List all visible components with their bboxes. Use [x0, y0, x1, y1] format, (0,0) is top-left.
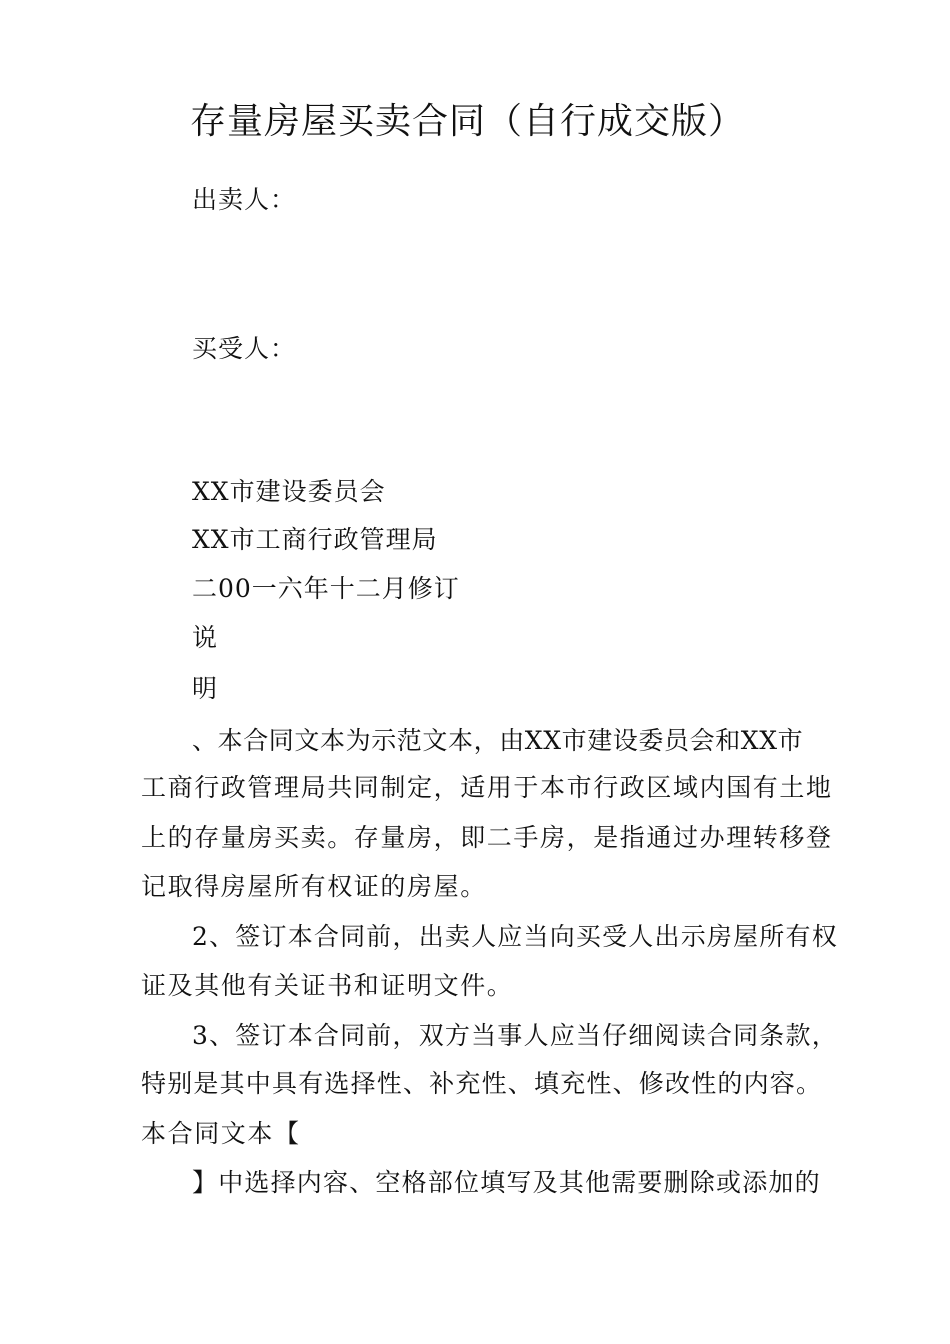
paragraph-2-line-2: 证及其他有关证书和证明文件。	[141, 971, 514, 1000]
issuer-construction-committee: XX市建设委员会	[192, 477, 386, 506]
paragraph-3-line-2: 特别是其中具有选择性、补充性、填充性、修改性的内容。	[141, 1069, 823, 1098]
paragraph-1-line-2: 工商行政管理局共同制定，适用于本市行政区域内国有土地	[141, 773, 833, 802]
paragraph-1-line-1: 、本合同文本为示范文本，由XX市建设委员会和XX市	[192, 726, 804, 755]
issuer-commerce-bureau: XX市工商行政管理局	[192, 525, 438, 554]
seller-label: 出卖人：	[192, 185, 297, 214]
paragraph-2-line-1: 2、签订本合同前，出卖人应当向买受人出示房屋所有权	[192, 922, 838, 951]
paragraph-3-line-1: 3、签订本合同前，双方当事人应当仔细阅读合同条款，	[192, 1021, 838, 1050]
heading-explanation-char-1: 说	[192, 623, 219, 652]
paragraph-1-line-4: 记取得房屋所有权证的房屋。	[141, 872, 487, 901]
document-title: 存量房屋买卖合同（自行成交版）	[190, 101, 746, 142]
paragraph-1-line-3: 上的存量房买卖。存量房，即二手房，是指通过办理转移登	[141, 823, 833, 852]
heading-explanation-char-2: 明	[192, 674, 219, 703]
paragraph-3-line-3: 本合同文本【	[141, 1119, 301, 1148]
paragraph-3-line-4: 】中选择内容、空格部位填写及其他需要删除或添加的	[192, 1168, 821, 1197]
buyer-label: 买受人：	[192, 334, 297, 363]
revision-date: 二00一六年十二月修订	[192, 574, 460, 603]
